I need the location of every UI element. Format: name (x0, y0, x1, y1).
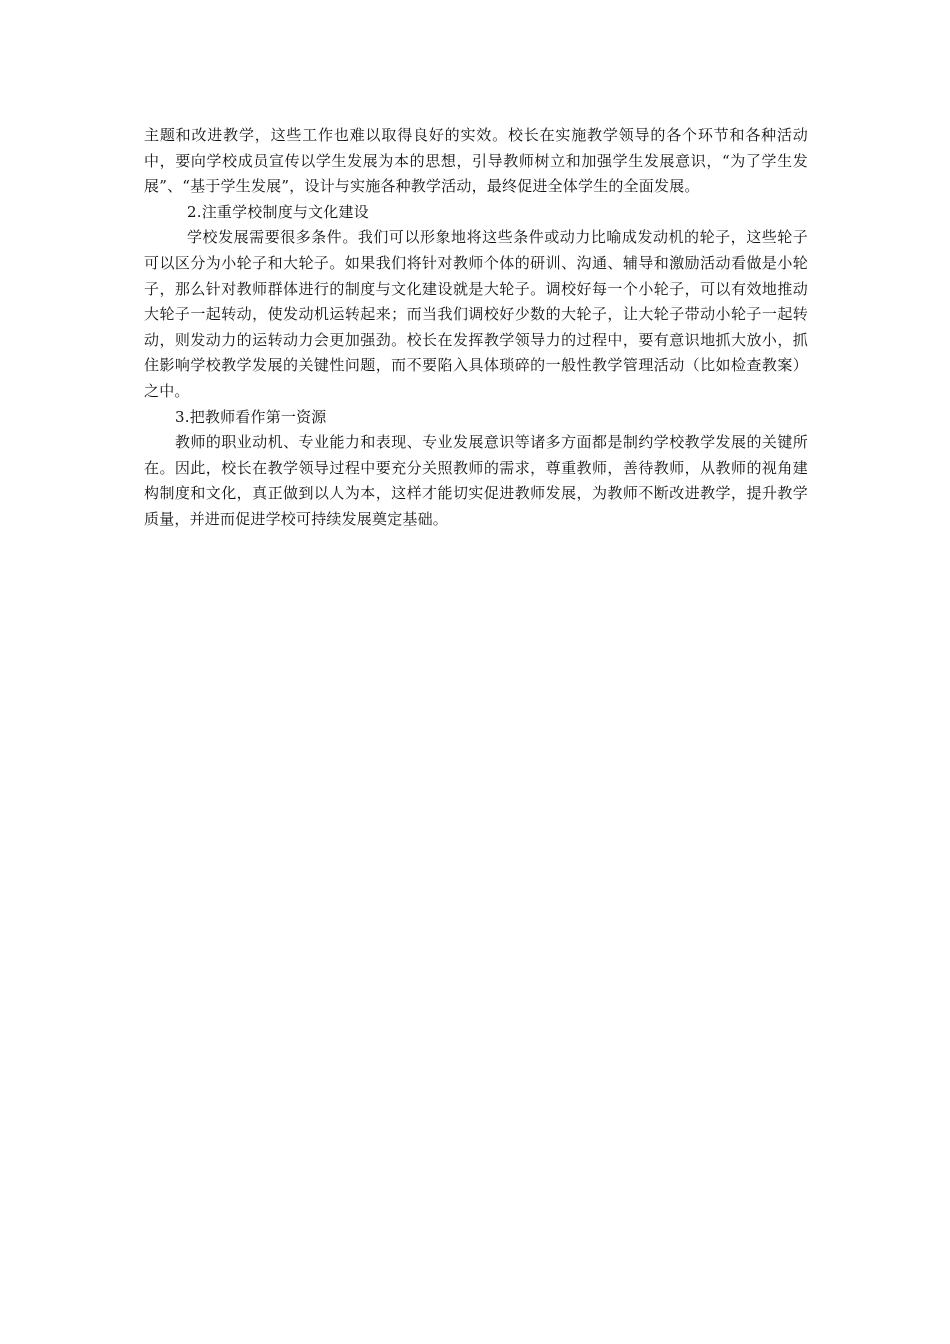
section-heading-2: 2.注重学校制度与文化建设 (187, 202, 369, 221)
paragraph-continuation: 主题和改进教学，这些工作也难以取得良好的实效。校长在实施教学领导的各个环节和各种活动中，要向学校成员宣传以学生发展为本的思想，引导教师树立和加强学生发展意识，“为了学生发展”、“基于学生发展”，设计与实施各种教学活动，最终促进全体学生的全面发展。 (144, 126, 808, 196)
paragraph-teachers-resource: 教师的职业动机、专业能力和表现、专业发展意识等诸多方面都是制约学校教学发展的关键所在。因此，校长在教学领导过程中要充分关照教师的需求，尊重教师，善待教师，从教师的视角建构制度和文化，真正做到以人为本，这样才能切实促进教师发展，为教师不断改进教学，提升教学质量，并进而促进学校可持续发展奠定基础。 (144, 433, 808, 528)
section-heading-3: 3.把教师看作第一资源 (175, 407, 327, 426)
document-body (144, 123, 808, 533)
paragraph-institution-culture: 学校发展需要很多条件。我们可以形象地将这些条件或动力比喻成发动机的轮子，这些轮子可以区分为小轮子和大轮子。如果我们将针对教师个体的研训、沟通、辅导和激励活动看做是小轮子，那么针对教师群体进行的制度与文化建设就是大轮子。调校好每一个小轮子，可以有效地推动大轮子一起转动，使发动机运转起来；而当我们调校好少数的大轮子，让大轮子带动小轮子一起转动，则发动力的运转动力会更加强劲。校长在发挥教学领导力的过程中，要有意识地抓大放小，抓住影响学校教学发展的关键性问题，而不要陷入具体琐碎的一般性教学管理活动（比如检查教案）之中。 (144, 228, 808, 400)
